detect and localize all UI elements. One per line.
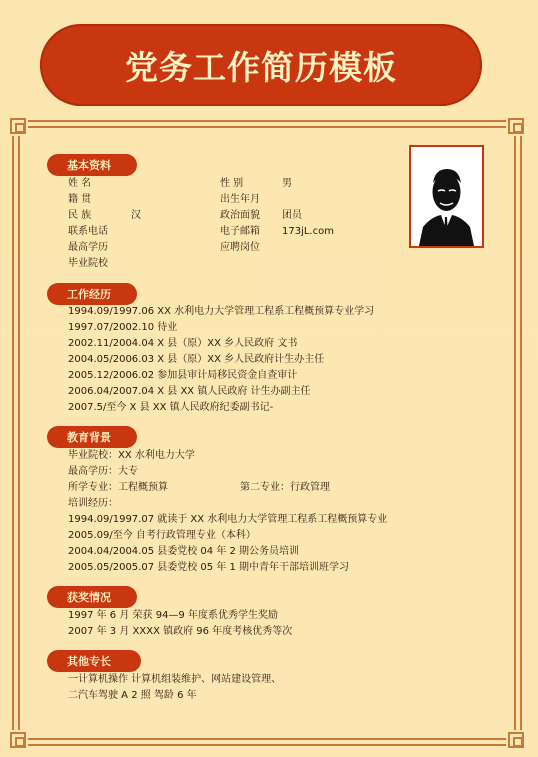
award-item: 1997 年 6 月 荣获 94—9 年度系优秀学生奖励 [68, 610, 278, 621]
edu-item: 毕业院校：XX 水利电力大学 [68, 450, 195, 461]
portrait-icon [411, 147, 482, 246]
name-label: 姓 名 [68, 178, 92, 189]
school-label: 毕业院校 [68, 258, 108, 269]
position-label: 应聘岗位 [220, 242, 260, 253]
ethnicity-label: 民 族 [68, 210, 92, 221]
ethnicity-value: 汉 [131, 210, 141, 221]
section-work-history: 工作经历 [47, 283, 137, 305]
degree-label: 最高学历 [68, 242, 108, 253]
profile-photo [409, 145, 484, 248]
section-skills: 其他专长 [47, 650, 141, 672]
frame-corner-icon [10, 732, 26, 748]
section-education: 教育背景 [47, 426, 137, 448]
politics-value: 团员 [282, 210, 302, 221]
work-item: 2005.12/2006.02 参加县审计局移民资金自查审计 [68, 370, 298, 381]
work-item: 2006.04/2007.04 X 县 XX 镇人民政府 计生办副主任 [68, 386, 311, 397]
work-item: 1997.07/2002.10 待业 [68, 322, 178, 333]
edu-item: 培训经历： [68, 498, 118, 509]
section-awards: 获奖情况 [47, 586, 137, 608]
gender-label: 性 别 [220, 178, 244, 189]
page-title: 党务工作简历模板 [125, 47, 397, 87]
birth-label: 出生年月 [220, 194, 260, 205]
section-basic-info: 基本资料 [47, 154, 137, 176]
skill-item: 一计算机操作 计算机组装维护、网站建设管理、 [68, 674, 282, 685]
frame-corner-icon [508, 118, 524, 134]
edu-item: 2004.04/2004.05 县委党校 04 年 2 期公务员培训 [68, 546, 300, 557]
email-value: 173jL.com [282, 226, 334, 237]
email-label: 电子邮箱 [220, 226, 260, 237]
frame-corner-icon [508, 732, 524, 748]
edu-item: 2005.05/2005.07 县委党校 05 年 1 期中青年干部培训班学习 [68, 562, 350, 573]
phone-label: 联系电话 [68, 226, 108, 237]
edu-item: 1994.09/1997.07 就读于 XX 水利电力大学管理工程系工程概预算专业 [68, 514, 388, 525]
work-item: 2002.11/2004.04 X 县（原）XX 乡人民政府 文书 [68, 338, 298, 349]
title-banner [40, 24, 482, 106]
second-major: 第二专业：行政管理 [240, 482, 330, 493]
frame-corner-icon [10, 118, 26, 134]
birthplace-label: 籍 贯 [68, 194, 92, 205]
politics-label: 政治面貌 [220, 210, 260, 221]
work-item: 1994.09/1997.06 XX 水利电力大学管理工程系工程概预算专业学习 [68, 306, 375, 317]
edu-item: 所学专业：工程概预算 [68, 482, 168, 493]
gender-value: 男 [282, 178, 292, 189]
work-item: 2004.05/2006.03 X 县（原）XX 乡人民政府计生办主任 [68, 354, 325, 365]
edu-item: 最高学历：大专 [68, 466, 138, 477]
skill-item: 二汽车驾驶 A 2 照 驾龄 6 年 [68, 690, 197, 701]
edu-item: 2005.09/至今 自考行政管理专业（本科） [68, 530, 256, 541]
award-item: 2007 年 3 月 XXXX 镇政府 96 年度考核优秀等次 [68, 626, 293, 637]
work-item: 2007.5/至今 X 县 XX 镇人民政府纪委副书记- [68, 402, 274, 413]
